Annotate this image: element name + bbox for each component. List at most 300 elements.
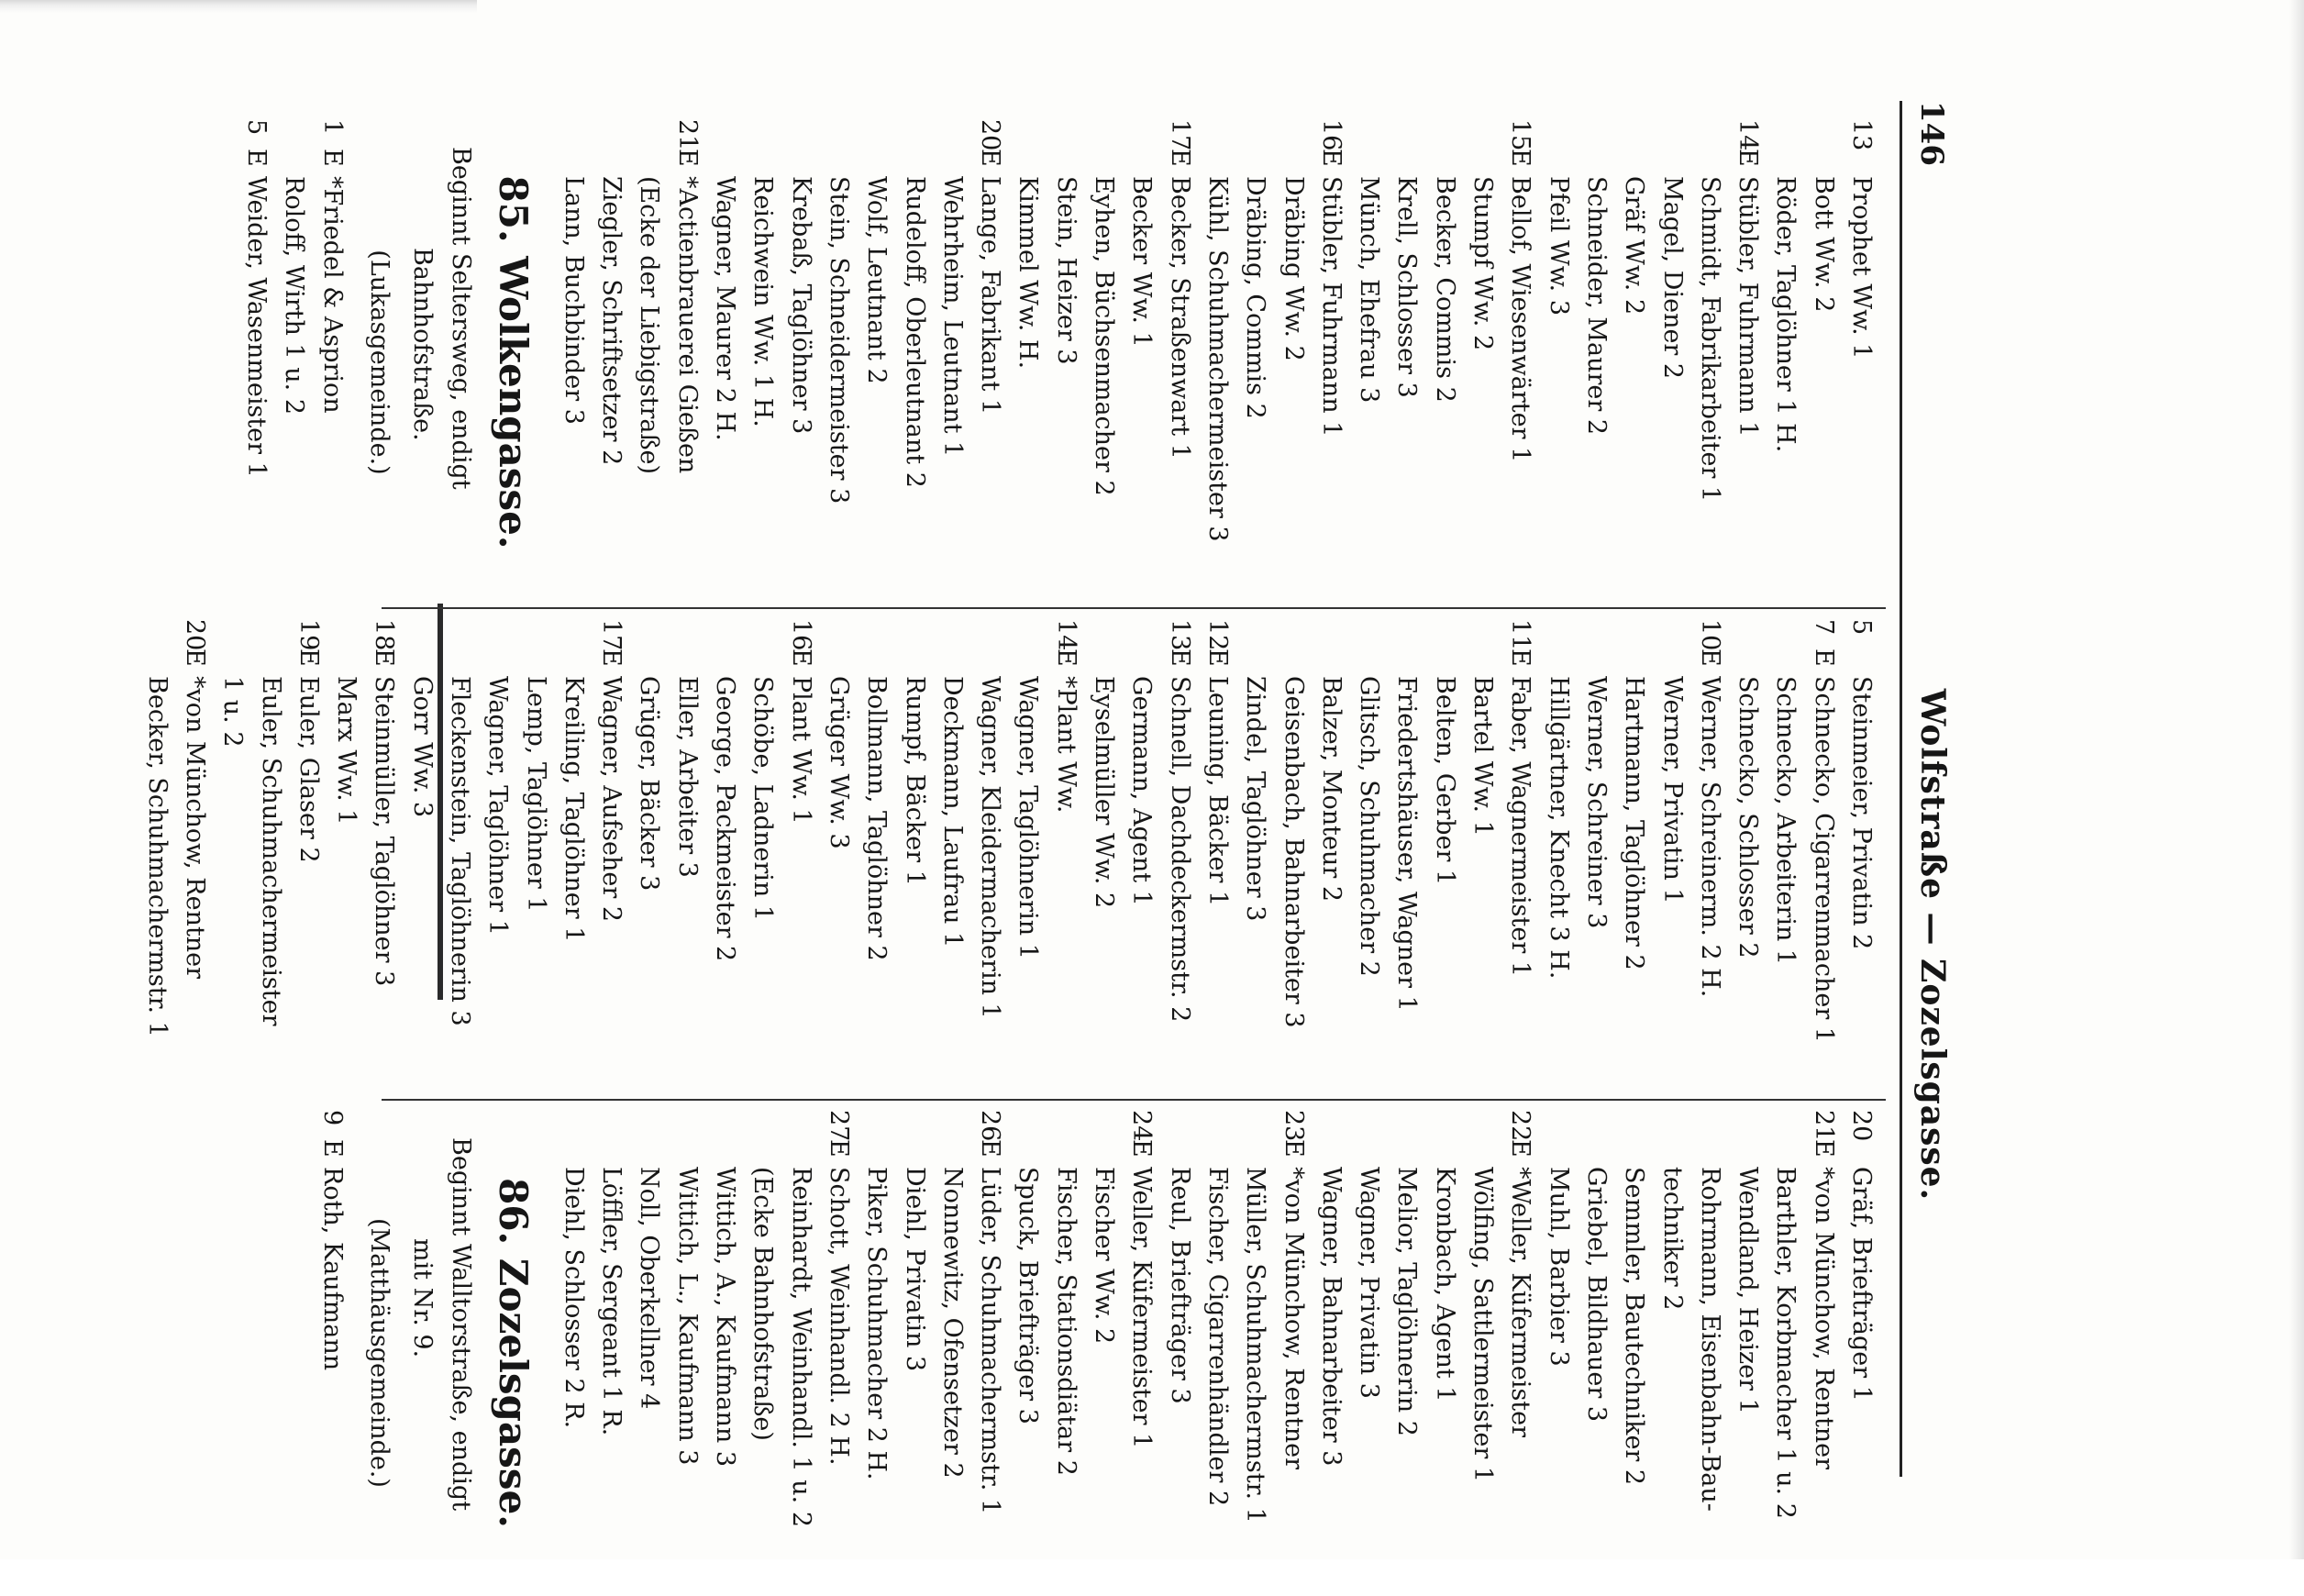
resident-text: Eyselmüller Ww. 2 [1090,676,1119,909]
directory-entry [441,619,479,1105]
resident-text: Eyhen, Büchsenmacher 2 [1090,176,1119,496]
directory-entry [1274,119,1312,605]
house-number: 20 [1847,1110,1876,1142]
directory-entry [1464,1110,1501,1596]
owner-mark: E [1506,149,1535,167]
resident-text: Münch, Ehefrau 3 [1355,176,1384,404]
resident-text: Friedertshäuser, Wagner 1 [1392,676,1422,1012]
resident-text: Wagner, Aufseher 2 [597,676,626,923]
directory-entry [1804,619,1842,1105]
resident-text: Stein, Schneidermeister 3 [824,176,853,504]
column-2 [138,619,1880,1105]
directory-entry [1615,119,1653,605]
page-number: 146 [1913,101,1950,166]
house-number: 24 [1127,1110,1157,1142]
resident-text: *Weller, Küfermeister [1506,1167,1535,1438]
entries-list [313,1110,350,1596]
directory-entry [1313,619,1350,1105]
resident-text: Werner, Privatin 1 [1657,676,1687,904]
directory-entry [781,119,819,605]
resident-text: Wendland, Heizer 1 [1734,1167,1763,1414]
resident-text: Gorr Ww. 3 [407,676,437,818]
entries-list [555,1110,1880,1596]
directory-entry [1615,1110,1653,1596]
resident-text: Wehrheim, Leutnant 1 [937,176,967,458]
resident-text: Wagner, Kleidermacherin 1 [976,676,1005,1019]
house-number: 19 [294,619,323,651]
directory-entry [1425,1110,1463,1596]
column-1 [238,119,1880,605]
directory-entry [669,1110,706,1596]
parish-label: (Matthäusgemeinde.) [365,1218,394,1488]
street-description: Beginnt Walltorstraße, endigt [446,1137,475,1512]
resident-text: Nonnewitz, Ofensetzer 2 [937,1167,967,1479]
directory-entry [479,619,516,1105]
resident-text: Stumpf Ww. 2 [1468,176,1498,351]
owner-mark: E [1165,648,1194,667]
resident-text: Griebel, Bildhauer 3 [1581,1167,1611,1423]
resident-text: Spuck, Briefträger 3 [1014,1167,1043,1424]
directory-entry [1085,119,1123,605]
resident-text: Noll, Oberkellner 4 [635,1167,664,1410]
owner-mark: E [1695,648,1724,667]
resident-text: Plant Ww. 1 [786,676,815,825]
resident-text: Euler, Schuhmachermeister [256,676,285,1026]
directory-entry [971,1110,1009,1596]
directory-entry [1578,619,1615,1105]
directory-entry [1729,119,1767,605]
directory-entry [1274,1110,1312,1596]
resident-text: Kühl, Schuhmachermeister 3 [1202,176,1232,542]
house-number: 26 [976,1110,1005,1142]
directory-entry [555,119,593,605]
directory-entry [1123,119,1160,605]
resident-text: *von Münchow, Rentner [1279,1167,1308,1470]
resident-text: Lüder, Schuhmachermstr. 1 [976,1167,1005,1515]
owner-mark: E [317,149,347,167]
entries-list [555,119,1880,605]
directory-entry [858,1110,895,1596]
resident-text: *Actienbrauerei Gießen [672,176,702,474]
directory-entry [1501,119,1539,605]
directory-entry [176,619,214,1105]
owner-mark: E [672,149,702,167]
resident-text: Löffler, Sergeant 1 R. [597,1167,626,1436]
owner-mark: E [786,648,815,667]
resident-text: Wagner, Maurer 2 H. [711,176,740,441]
directory-entry [820,619,858,1105]
resident-text: (Ecke der Liebigstraße) [635,176,664,475]
resident-text: Roloff, Wirth 1 u. 2 [280,176,309,415]
owner-mark: E [976,1139,1005,1158]
resident-text: 1 u. 2 [218,676,248,748]
resident-text: Becker, Straßenwart 1 [1165,176,1194,460]
resident-text: Dräbing, Commis 2 [1241,176,1270,419]
resident-text: Müller, Schuhmachermstr. 1 [1241,1167,1270,1524]
resident-text: Fischer, Cigarrenhändler 2 [1202,1167,1232,1507]
resident-text: George, Packmeister 2 [711,676,740,962]
resident-text: Roth, Kaufmann [317,1167,347,1371]
resident-text: Wagner, Bahnarbeiter 3 [1316,1167,1346,1467]
resident-text: Krell, Schlosser 3 [1392,176,1422,398]
resident-text: (Ecke Bahnhofstraße) [748,1167,778,1441]
resident-text: Fischer Ww. 2 [1090,1167,1119,1345]
owner-mark: E [242,149,271,167]
resident-text: Schnecko, Cigarrenmacher 1 [1809,676,1838,1043]
house-number: 11 [1506,619,1535,651]
directory-entry [706,1110,744,1596]
scan-edge-smudge [0,0,477,13]
directory-entry [895,119,933,605]
directory-entry [1009,619,1047,1105]
directory-entry [1653,1110,1690,1596]
resident-text: Hartmann, Taglöhner 2 [1620,676,1649,970]
header-rule [1900,101,1902,1477]
directory-entry [1767,119,1804,605]
directory-entry [744,619,781,1105]
house-number: 21 [672,119,702,151]
resident-text: Deckmann, Laufrau 1 [937,676,967,948]
resident-text: *von Münchow, Rentner [1809,1167,1838,1470]
directory-entry [1274,619,1312,1105]
directory-entry [971,619,1009,1105]
resident-text: Gräf, Briefträger 1 [1847,1167,1876,1402]
resident-text: Melior, Taglöhnerin 2 [1392,1167,1422,1436]
resident-text: Schott, Weinhandl. 2 H. [824,1167,853,1466]
directory-entry [1313,119,1350,605]
directory-entry [630,119,668,605]
resident-text: Wittich, A., Kaufmann 3 [711,1167,740,1468]
resident-text: Euler, Glaser 2 [294,676,323,863]
directory-entry [1578,1110,1615,1596]
directory-entry [1464,119,1501,605]
directory-entry [1653,119,1690,605]
resident-text: Grüger, Bäcker 3 [635,676,664,892]
directory-entry [1199,619,1236,1105]
directory-entry [251,619,289,1105]
house-number: 17 [597,619,626,651]
resident-text: Stübler, Fuhrmann 1 [1734,176,1763,438]
house-number: 14 [1051,619,1080,651]
directory-entry [1843,619,1880,1105]
street-title-zozelsgasse: 86. Zozelsgasse. [490,1178,536,1528]
house-number: 20 [180,619,209,651]
resident-text: Becker Ww. 1 [1127,176,1157,348]
owner-mark: E [180,648,209,667]
resident-text: Rumpf, Bäcker 1 [900,676,929,886]
owner-mark: E [1279,1139,1308,1158]
directory-entry [630,619,668,1105]
owner-mark: E [370,648,399,667]
resident-text: Bott Ww. 2 [1809,176,1838,313]
house-number: 13 [1847,119,1876,151]
resident-text: *Plant Ww. [1051,676,1080,814]
house-number: 7 [1809,619,1838,636]
resident-text: Reichwein Ww. 1 H. [748,176,778,427]
street-title-wolkengasse: 85. Wolkengasse. [490,175,536,549]
resident-text: Faber, Wagnermeister 1 [1506,676,1535,977]
directory-entry [858,119,895,605]
resident-text: *von Münchow, Rentner [180,676,209,980]
directory-entry [1578,119,1615,605]
house-number: 10 [1695,619,1724,651]
resident-text: Grüger Ww. 3 [824,676,853,849]
owner-mark: E [1165,149,1194,167]
resident-text: Semmler, Bautechniker 2 [1620,1167,1649,1486]
resident-text: Bellof, Wiesenwärter 1 [1506,176,1535,463]
directory-entry [934,619,971,1105]
house-number: 14 [1734,119,1763,151]
directory-entry [1539,119,1577,605]
resident-text: Kreiling, Taglöhner 1 [559,676,588,943]
directory-entry [1160,1110,1198,1596]
resident-text: Rohrmann, Eisenbahn-Bau- [1695,1167,1724,1512]
directory-entry [403,619,440,1105]
directory-entry [744,119,781,605]
resident-text: Balzer, Monteur 2 [1316,676,1346,903]
house-number: 18 [370,619,399,651]
directory-entry [238,119,275,605]
directory-entry [1085,619,1123,1105]
directory-entry [1350,119,1388,605]
directory-entry [1047,1110,1084,1596]
resident-text: Muhl, Barbier 3 [1544,1167,1573,1367]
resident-text: Hillgärtner, Knecht 3 H. [1544,676,1573,980]
directory-entry [1388,619,1425,1105]
house-number: 21 [1809,1110,1838,1142]
owner-mark: E [1809,648,1838,667]
resident-text: Steinmüller, Taglöhner 3 [370,676,399,987]
resident-text: Wagner, Taglöhnerin 1 [1014,676,1043,959]
scan-edge-shade [2289,0,2304,1559]
house-number: 9 [317,1110,347,1126]
directory-entry [1539,1110,1577,1596]
directory-entry [934,1110,971,1596]
resident-text: Schöbe, Ladnerin 1 [748,676,778,922]
owner-mark: E [1051,648,1080,667]
resident-text: Becker, Commis 2 [1430,176,1459,403]
directory-entry [593,619,630,1105]
resident-text: Diehl, Privatin 3 [900,1167,929,1372]
directory-entry [1729,619,1767,1105]
resident-text: Werner, Schreiner 3 [1581,676,1611,929]
resident-text: Eller, Arbeiter 3 [672,676,702,878]
directory-entry [555,1110,593,1596]
resident-text: techniker 2 [1657,1167,1687,1311]
directory-entry [1236,619,1274,1105]
street-description: Bahnhofstraße. [408,248,438,441]
resident-text: Wölfing, Sattlermeister 1 [1468,1167,1498,1483]
house-number: 17 [1165,119,1194,151]
resident-text: Weller, Küfermeister 1 [1127,1167,1157,1449]
resident-text: Schnell, Dachdeckermstr. 2 [1165,676,1194,1023]
directory-entry [1615,619,1653,1105]
resident-text: Schneider, Maurer 2 [1581,176,1611,436]
resident-text: *Friedel & Asprion [317,176,347,414]
house-number: 15 [1506,119,1535,151]
directory-entry [275,119,313,605]
directory-entry [820,119,858,605]
resident-text: Steinmeier, Privatin 2 [1847,676,1876,950]
directory-entry [1009,1110,1047,1596]
resident-text: Prophet Ww. 1 [1847,176,1876,360]
resident-text: Wagner, Privatin 3 [1355,1167,1384,1399]
owner-mark: E [597,648,626,667]
resident-text: Werner, Schreinerm. 2 H. [1695,676,1724,998]
directory-entry [365,619,403,1105]
house-number: 12 [1202,619,1232,651]
directory-entry [895,1110,933,1596]
directory-entry [1047,119,1084,605]
rotated-page-content [142,46,1959,1528]
directory-entry [1843,1110,1880,1596]
resident-text: Geisenbach, Bahnarbeiter 3 [1279,676,1308,1028]
directory-entry [820,1110,858,1596]
resident-text: Glitsch, Schuhmacher 2 [1355,676,1384,977]
resident-text: Schnecko, Schlosser 2 [1734,676,1763,959]
directory-entry [1653,619,1690,1105]
resident-text: Lann, Buchbinder 3 [559,176,588,425]
directory-entry [1085,1110,1123,1596]
directory-entry [1464,619,1501,1105]
directory-entry [1160,619,1198,1105]
resident-text: Germann, Agent 1 [1127,676,1157,906]
resident-text: Wittich, L., Kaufmann 3 [672,1167,702,1466]
directory-entry [1160,119,1198,605]
house-number: 16 [1316,119,1346,151]
resident-text: Zindel, Taglöhner 3 [1241,676,1270,922]
resident-text: Leuning, Bäcker 1 [1202,676,1232,907]
directory-entry [1691,119,1729,605]
owner-mark: E [1809,1139,1838,1158]
directory-entry [1843,119,1880,605]
resident-text: Reul, Briefträger 3 [1165,1167,1194,1404]
owner-mark: E [824,1139,853,1158]
directory-entry [1123,619,1160,1105]
directory-entry [1313,1110,1350,1596]
owner-mark: E [1316,149,1346,167]
parish-label: (Lukasgemeinde.) [365,249,394,475]
resident-text: Magel, Diener 2 [1657,176,1687,380]
owner-mark: E [1127,1139,1157,1158]
directory-entry [1199,1110,1236,1596]
owner-mark: E [1734,149,1763,167]
directory-entry [1501,1110,1539,1596]
directory-entry [1009,119,1047,605]
resident-text: Schmidt, Fabrikarbeiter 1 [1695,176,1724,503]
house-number: 22 [1506,1110,1535,1142]
directory-entry [1691,619,1729,1105]
resident-text: Krebaß, Taglöhner 3 [786,176,815,435]
resident-text: Gräf Ww. 2 [1620,176,1649,316]
resident-text: Marx Ww. 1 [332,676,361,826]
directory-entry [1425,619,1463,1105]
resident-text: Piker, Schuhmacher 2 H. [862,1167,892,1480]
directory-entry [1767,619,1804,1105]
entries-list [238,119,351,605]
house-number: 27 [824,1110,853,1142]
directory-entry [781,619,819,1105]
resident-text: Wolf, Leutnant 2 [862,176,892,384]
owner-mark: E [1202,648,1232,667]
resident-text: Diehl, Schlosser 2 R. [559,1167,588,1429]
directory-entry [1388,119,1425,605]
directory-entry [1539,619,1577,1105]
entries-list [138,619,1880,1105]
directory-entry [1350,619,1388,1105]
directory-entry [1123,1110,1160,1596]
directory-entry [214,619,251,1105]
house-number: 1 [317,119,347,136]
owner-mark: E [1506,648,1535,667]
directory-entry [971,119,1009,605]
house-number: 5 [242,119,271,136]
resident-text: Dräbing Ww. 2 [1279,176,1308,361]
resident-text: Fischer, Stationsdiätar 2 [1051,1167,1080,1476]
directory-entry [669,119,706,605]
resident-text: Ziegler, Schriftsetzer 2 [597,176,626,466]
directory-entry [1350,1110,1388,1596]
directory-entry [593,119,630,605]
resident-text: Barthler, Korbmacher 1 u. 2 [1771,1167,1800,1519]
directory-entry [858,619,895,1105]
resident-text: Lange, Fabrikant 1 [976,176,1005,416]
directory-entry [138,619,175,1105]
directory-entry [1425,119,1463,605]
directory-entry [313,1110,350,1596]
directory-entry [313,119,350,605]
page-header [1895,101,1959,1477]
directory-entry [516,619,554,1105]
resident-text: Stein, Heizer 3 [1051,176,1080,365]
directory-entry [290,619,327,1105]
owner-mark: E [976,149,1005,167]
directory-entry [630,1110,668,1596]
directory-entry [1691,1110,1729,1596]
directory-entry [1388,1110,1425,1596]
owner-mark: E [1506,1139,1535,1158]
directory-entry [1767,1110,1804,1596]
house-number: 13 [1165,619,1194,651]
directory-entry [1199,119,1236,605]
resident-text: Lemp, Taglöhner 1 [521,676,550,913]
resident-text: Belten, Gerber 1 [1430,676,1459,886]
directory-entry [934,119,971,605]
resident-text: Becker, Schuhmachermstr. 1 [142,676,172,1037]
resident-text: Wagner, Taglöhner 1 [483,676,513,936]
directory-entry [1804,119,1842,605]
directory-entry [555,619,593,1105]
directory-entry [1236,1110,1274,1596]
directory-entry [706,119,744,605]
house-number: 20 [976,119,1005,151]
directory-entry [1501,619,1539,1105]
directory-entry [744,1110,781,1596]
directory-entry [669,619,706,1105]
directory-entry [781,1110,819,1596]
resident-text: Röder, Taglöhner 1 H. [1771,176,1800,453]
owner-mark: E [317,1139,347,1158]
house-number: 23 [1279,1110,1308,1142]
resident-text: Rudeloff, Oberleutnant 2 [900,176,929,488]
resident-text: Weider, Wasenmeister 1 [242,176,271,478]
resident-text: Stübler, Fuhrmann 1 [1316,176,1346,438]
owner-mark: E [294,648,323,667]
street-description: mit Nr. 9. [408,1238,438,1358]
directory-entry [1236,119,1274,605]
street-description: Beginnt Seltersweg, endigt [446,147,475,490]
resident-text: Kronbach, Agent 1 [1430,1167,1459,1402]
